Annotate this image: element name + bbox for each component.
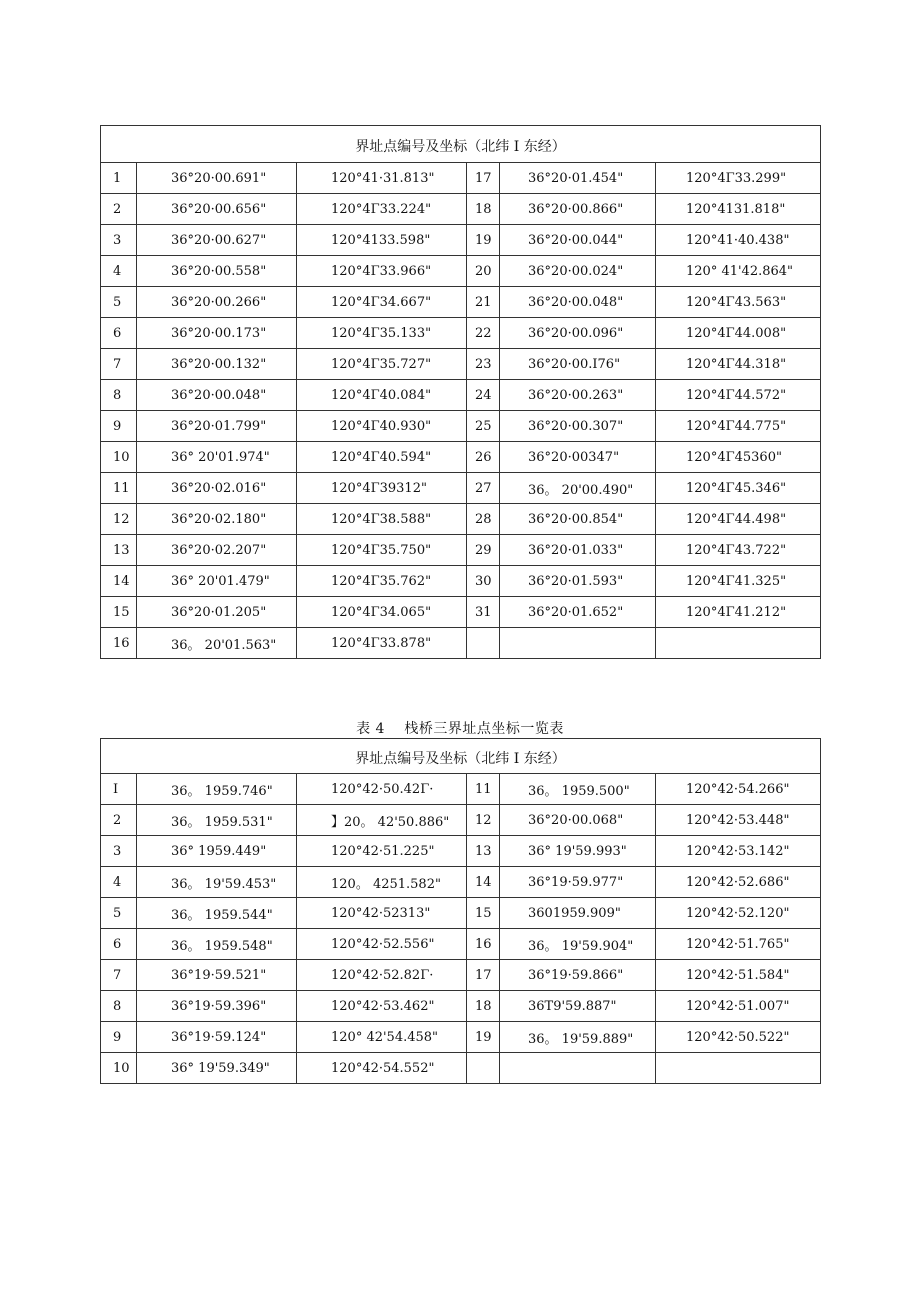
longitude-cell: 120°42·53.142" — [656, 836, 821, 867]
longitude-cell: 120°4Γ41.212" — [656, 597, 821, 628]
longitude-cell: 120°4Γ34.667" — [297, 287, 467, 318]
longitude-cell: 120°4Γ44.572" — [656, 380, 821, 411]
latitude-cell: 36。 20'00.490" — [500, 473, 656, 504]
table-row — [101, 867, 821, 898]
table-row — [101, 929, 821, 960]
point-number — [467, 1053, 500, 1084]
latitude-cell: 36°20·01.799" — [137, 411, 297, 442]
point-number: 13 — [467, 836, 500, 867]
table-1-body — [101, 126, 821, 659]
latitude-cell: 36°20·00.132" — [137, 349, 297, 380]
latitude-cell: 36°20·00.173" — [137, 318, 297, 349]
longitude-cell: 120°4Γ44.318" — [656, 349, 821, 380]
table-header-row — [101, 739, 821, 774]
longitude-cell: 120°42·51.007" — [656, 991, 821, 1022]
longitude-cell: 120°4Γ35.762" — [297, 566, 467, 597]
longitude-cell: 120°4Γ45360" — [656, 442, 821, 473]
point-number: 30 — [467, 566, 500, 597]
latitude-cell: 36。 19'59.453" — [137, 867, 297, 898]
table-row — [101, 194, 821, 225]
longitude-cell: 120°42·52.120" — [656, 898, 821, 929]
longitude-cell: 】20。 42'50.886" — [297, 805, 467, 836]
table-row — [101, 318, 821, 349]
point-number: 15 — [467, 898, 500, 929]
point-number: 17 — [467, 960, 500, 991]
point-number: 8 — [101, 380, 137, 411]
latitude-cell: 36° 19'59.993" — [500, 836, 656, 867]
point-number: 13 — [101, 535, 137, 566]
point-number: 24 — [467, 380, 500, 411]
table-header: 界址点编号及坐标（北纬 I 东经） — [101, 739, 821, 774]
table-header-row — [101, 126, 821, 163]
point-number: 19 — [467, 225, 500, 256]
point-number: 3 — [101, 225, 137, 256]
latitude-cell: 36°19·59.396" — [137, 991, 297, 1022]
latitude-cell: 36° 19'59.349" — [137, 1053, 297, 1084]
latitude-cell: 36° 20'01.974" — [137, 442, 297, 473]
longitude-cell: 120°4Γ39312" — [297, 473, 467, 504]
latitude-cell: 3601959.909" — [500, 898, 656, 929]
table-row — [101, 504, 821, 535]
point-number: 11 — [101, 473, 137, 504]
point-number: 4 — [101, 867, 137, 898]
longitude-cell: 120° 42'54.458" — [297, 1022, 467, 1053]
table-row — [101, 805, 821, 836]
latitude-cell: 36°20·00.558" — [137, 256, 297, 287]
boundary-coordinates-table-2 — [100, 738, 821, 1084]
table-2-body — [101, 739, 821, 1084]
table-row — [101, 411, 821, 442]
table-row — [101, 1053, 821, 1084]
point-number: 4 — [101, 256, 137, 287]
longitude-cell: 120°42·51.225" — [297, 836, 467, 867]
latitude-cell: 36。 20'01.563" — [137, 628, 297, 659]
point-number: 14 — [467, 867, 500, 898]
longitude-cell: 120°4Γ33.224" — [297, 194, 467, 225]
longitude-cell: 120°42·54.266" — [656, 774, 821, 805]
table-row — [101, 287, 821, 318]
table-row — [101, 380, 821, 411]
latitude-cell: 36°20·00.656" — [137, 194, 297, 225]
table-row — [101, 566, 821, 597]
table-row — [101, 836, 821, 867]
point-number: 12 — [467, 805, 500, 836]
point-number: 2 — [101, 194, 137, 225]
point-number: 21 — [467, 287, 500, 318]
longitude-cell: 120°4Γ33.966" — [297, 256, 467, 287]
longitude-cell: 120°4Γ40.930" — [297, 411, 467, 442]
point-number: 29 — [467, 535, 500, 566]
latitude-cell: 36°20·00.307" — [500, 411, 656, 442]
latitude-cell: 36°20·01.033" — [500, 535, 656, 566]
longitude-cell: 120°41·40.438" — [656, 225, 821, 256]
point-number: 26 — [467, 442, 500, 473]
latitude-cell: 36°20·00.068" — [500, 805, 656, 836]
longitude-cell: 120°4131.818" — [656, 194, 821, 225]
longitude-cell: 120°4Γ43.563" — [656, 287, 821, 318]
point-number: 7 — [101, 960, 137, 991]
longitude-cell: 120°4Γ40.594" — [297, 442, 467, 473]
longitude-cell: 120°4Γ45.346" — [656, 473, 821, 504]
point-number: 5 — [101, 287, 137, 318]
latitude-cell: 36°20·02.180" — [137, 504, 297, 535]
table-row — [101, 163, 821, 194]
table-row — [101, 1022, 821, 1053]
point-number: 28 — [467, 504, 500, 535]
table-row — [101, 442, 821, 473]
latitude-cell: 36。 19'59.904" — [500, 929, 656, 960]
point-number: 19 — [467, 1022, 500, 1053]
latitude-cell: 36。 1959.500" — [500, 774, 656, 805]
longitude-cell: 120。 4251.582" — [297, 867, 467, 898]
latitude-cell: 36°19·59.977" — [500, 867, 656, 898]
latitude-cell: 36。 1959.548" — [137, 929, 297, 960]
latitude-cell: 36°20·02.016" — [137, 473, 297, 504]
boundary-coordinates-table-1 — [100, 125, 821, 659]
latitude-cell: 36°19·59.521" — [137, 960, 297, 991]
latitude-cell: 36°20·00.263" — [500, 380, 656, 411]
latitude-cell: 36°19·59.124" — [137, 1022, 297, 1053]
point-number: 27 — [467, 473, 500, 504]
table-row — [101, 535, 821, 566]
latitude-cell: 36°20·00347" — [500, 442, 656, 473]
longitude-cell: 120°42·54.552" — [297, 1053, 467, 1084]
point-number: 25 — [467, 411, 500, 442]
latitude-cell: 36°20·00.044" — [500, 225, 656, 256]
table-row — [101, 256, 821, 287]
point-number: 8 — [101, 991, 137, 1022]
point-number: 7 — [101, 349, 137, 380]
latitude-cell: 36。 1959.544" — [137, 898, 297, 929]
latitude-cell: 36°19·59.866" — [500, 960, 656, 991]
latitude-cell: 36°20·00.I76" — [500, 349, 656, 380]
latitude-cell — [500, 628, 656, 659]
point-number: 1 — [101, 163, 137, 194]
latitude-cell: 36°20·00.691" — [137, 163, 297, 194]
point-number: 20 — [467, 256, 500, 287]
latitude-cell: 36。 19'59.889" — [500, 1022, 656, 1053]
longitude-cell: 120°4Γ33.878" — [297, 628, 467, 659]
longitude-cell: 120°42·52.556" — [297, 929, 467, 960]
point-number: 17 — [467, 163, 500, 194]
point-number: 23 — [467, 349, 500, 380]
longitude-cell: 120°4Γ44.008" — [656, 318, 821, 349]
longitude-cell: 120°4Γ35.750" — [297, 535, 467, 566]
latitude-cell: 36°20·00.096" — [500, 318, 656, 349]
longitude-cell: 120°42·53.448" — [656, 805, 821, 836]
longitude-cell: 120° 41'42.864" — [656, 256, 821, 287]
longitude-cell: 120°42·50.522" — [656, 1022, 821, 1053]
point-number: 6 — [101, 318, 137, 349]
point-number: 10 — [101, 1053, 137, 1084]
latitude-cell: 36°20·00.627" — [137, 225, 297, 256]
point-number: 18 — [467, 194, 500, 225]
point-number: 3 — [101, 836, 137, 867]
table-row — [101, 898, 821, 929]
table-row — [101, 597, 821, 628]
point-number: I — [101, 774, 137, 805]
table-header: 界址点编号及坐标（北纬 I 东经） — [101, 126, 821, 163]
longitude-cell: 120°4133.598" — [297, 225, 467, 256]
point-number: 22 — [467, 318, 500, 349]
longitude-cell: 120°4Γ35.133" — [297, 318, 467, 349]
longitude-cell: 120°42·50.42Γ· — [297, 774, 467, 805]
table-row — [101, 991, 821, 1022]
longitude-cell: 120°4Γ43.722" — [656, 535, 821, 566]
point-number: 11 — [467, 774, 500, 805]
table-row — [101, 349, 821, 380]
longitude-cell: 120°42·51.765" — [656, 929, 821, 960]
latitude-cell: 36°20·00.854" — [500, 504, 656, 535]
longitude-cell — [656, 1053, 821, 1084]
point-number: 5 — [101, 898, 137, 929]
point-number: 14 — [101, 566, 137, 597]
longitude-cell: 120°4Γ33.299" — [656, 163, 821, 194]
table-row — [101, 628, 821, 659]
latitude-cell: 36°20·00.866" — [500, 194, 656, 225]
point-number: 2 — [101, 805, 137, 836]
latitude-cell: 36°20·01.454" — [500, 163, 656, 194]
longitude-cell: 120°4Γ40.084" — [297, 380, 467, 411]
point-number: 9 — [101, 1022, 137, 1053]
latitude-cell — [500, 1053, 656, 1084]
longitude-cell: 120°42·52313" — [297, 898, 467, 929]
point-number: 6 — [101, 929, 137, 960]
point-number: 31 — [467, 597, 500, 628]
latitude-cell: 36°20·01.652" — [500, 597, 656, 628]
table-row — [101, 225, 821, 256]
point-number: 10 — [101, 442, 137, 473]
longitude-cell: 120°4Γ41.325" — [656, 566, 821, 597]
latitude-cell: 36°20·02.207" — [137, 535, 297, 566]
table-caption: 表 4 栈桥三界址点坐标一览表 — [356, 721, 564, 737]
point-number — [467, 628, 500, 659]
longitude-cell: 120°4Γ44.775" — [656, 411, 821, 442]
point-number: 16 — [467, 929, 500, 960]
longitude-cell: 120°4Γ34.065" — [297, 597, 467, 628]
table-row — [101, 774, 821, 805]
point-number: 12 — [101, 504, 137, 535]
latitude-cell: 36°20·00.024" — [500, 256, 656, 287]
point-number: 15 — [101, 597, 137, 628]
latitude-cell: 36° 20'01.479" — [137, 566, 297, 597]
latitude-cell: 36T9'59.887" — [500, 991, 656, 1022]
latitude-cell: 36。 1959.531" — [137, 805, 297, 836]
latitude-cell: 36°20·00.266" — [137, 287, 297, 318]
longitude-cell: 120°42·52.82Γ· — [297, 960, 467, 991]
latitude-cell: 36°20·00.048" — [500, 287, 656, 318]
table-row — [101, 473, 821, 504]
table-row — [101, 960, 821, 991]
point-number: 18 — [467, 991, 500, 1022]
longitude-cell: 120°4Γ44.498" — [656, 504, 821, 535]
longitude-cell — [656, 628, 821, 659]
latitude-cell: 36。 1959.746" — [137, 774, 297, 805]
latitude-cell: 36° 1959.449" — [137, 836, 297, 867]
longitude-cell: 120°42·52.686" — [656, 867, 821, 898]
point-number: 9 — [101, 411, 137, 442]
latitude-cell: 36°20·01.593" — [500, 566, 656, 597]
point-number: 16 — [101, 628, 137, 659]
longitude-cell: 120°42·53.462" — [297, 991, 467, 1022]
longitude-cell: 120°42·51.584" — [656, 960, 821, 991]
longitude-cell: 120°41·31.813" — [297, 163, 467, 194]
latitude-cell: 36°20·00.048" — [137, 380, 297, 411]
longitude-cell: 120°4Γ35.727" — [297, 349, 467, 380]
longitude-cell: 120°4Γ38.588" — [297, 504, 467, 535]
latitude-cell: 36°20·01.205" — [137, 597, 297, 628]
